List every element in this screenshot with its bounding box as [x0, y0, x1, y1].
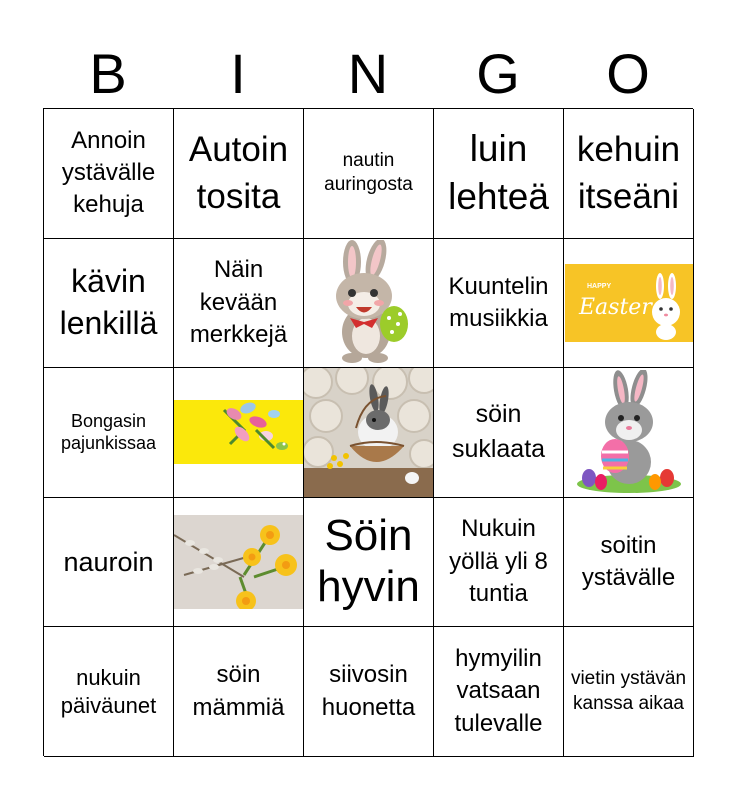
bingo-square[interactable]: [304, 368, 434, 498]
bingo-square[interactable]: [174, 498, 304, 628]
bingo-square[interactable]: [304, 239, 434, 369]
bingo-square[interactable]: [174, 239, 304, 369]
square-text: soitin ystävälle: [581, 531, 676, 592]
bingo-square[interactable]: [304, 109, 434, 239]
bingo-square[interactable]: [564, 109, 694, 239]
bingo-card: [43, 108, 693, 756]
bingo-square[interactable]: [434, 498, 564, 628]
bingo-square[interactable]: [434, 239, 564, 369]
banner-text: Easter: [578, 294, 652, 320]
bingo-square[interactable]: [434, 109, 564, 239]
cartoon-bunny-with-eggs-image: [571, 370, 687, 495]
header-letter-i: I: [230, 42, 246, 105]
bingo-header: [43, 40, 693, 108]
square-text: siivosin huonetta: [321, 661, 416, 721]
header-letter-n: N: [347, 42, 389, 105]
bingo-square[interactable]: [564, 239, 694, 369]
happy-easter-banner-image: [565, 264, 693, 342]
bingo-square[interactable]: [174, 109, 304, 239]
bingo-square[interactable]: [304, 498, 434, 628]
square-text: nauroin: [63, 546, 154, 577]
bingo-square[interactable]: [44, 239, 174, 369]
square-text: söin suklaata: [451, 400, 546, 464]
square-text: Nukuin yöllä yli 8 tuntia: [449, 515, 548, 608]
daffodils-and-pussy-willows-image: [174, 515, 303, 609]
easter-bunny-with-egg-image: [314, 240, 424, 365]
bingo-square[interactable]: [304, 627, 434, 757]
header-letter-g: G: [476, 42, 520, 105]
square-text: nautin auringosta: [324, 149, 413, 196]
rabbit-in-basket-image: [304, 368, 433, 497]
square-text: Söin hyvin: [317, 511, 420, 612]
bingo-square[interactable]: [434, 627, 564, 757]
bingo-square[interactable]: [44, 498, 174, 628]
square-text: kehuin itseäni: [576, 130, 681, 217]
square-text: luin lehteä: [448, 128, 549, 218]
square-text: nukuin päiväunet: [60, 665, 157, 718]
square-text: söin mämmiä: [192, 661, 285, 721]
square-text: vietin ystävän kanssa aikaa: [570, 667, 687, 714]
square-text: Annoin ystävälle kehuja: [61, 126, 156, 219]
square-text: hymyilin vatsaan tulevalle: [454, 645, 543, 737]
header-letter-b: B: [89, 42, 127, 105]
bingo-square[interactable]: [564, 498, 694, 628]
bingo-square[interactable]: [44, 109, 174, 239]
square-text: Näin kevään merkkejä: [189, 256, 288, 349]
square-text: Bongasin pajunkissaa: [60, 410, 157, 454]
bingo-square[interactable]: [564, 368, 694, 498]
bingo-square[interactable]: [174, 627, 304, 757]
square-text: Kuuntelin musiikkia: [448, 272, 549, 332]
bingo-square[interactable]: [174, 368, 304, 498]
banner-small-text: HAPPY: [586, 282, 611, 290]
header-letter-o: O: [606, 42, 650, 105]
bingo-square[interactable]: [434, 368, 564, 498]
bingo-square[interactable]: [44, 627, 174, 757]
bingo-square[interactable]: [564, 627, 694, 757]
square-text: Autoin tosita: [188, 130, 289, 217]
tulips-on-yellow-image: [174, 400, 303, 464]
bingo-square[interactable]: [44, 368, 174, 498]
square-text: kävin lenkillä: [59, 263, 158, 341]
